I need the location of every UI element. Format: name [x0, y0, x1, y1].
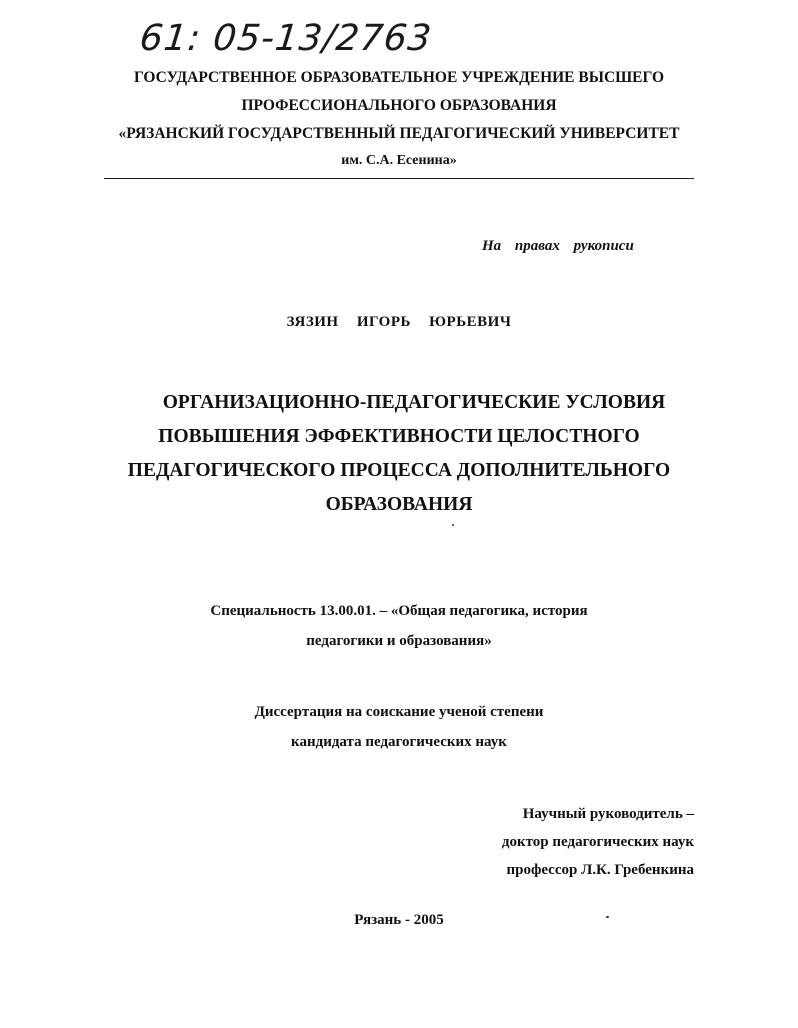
specialty-line-1: Специальность 13.00.01. – «Общая педагогика, история [210, 603, 588, 619]
title-line-2: ПОВЫШЕНИЯ ЭФФЕКТИВНОСТИ ЦЕЛОСТНОГО [158, 426, 640, 447]
title-line-1: ОРГАНИЗАЦИОННО-ПЕДАГОГИЧЕСКИЕ УСЛОВИЯ [162, 392, 666, 413]
header-line-1: ГОСУДАРСТВЕННОЕ ОБРАЗОВАТЕЛЬНОЕ УЧРЕЖДЕНИЕ ВЫСШЕГО [133, 69, 665, 86]
advisor-line-3: профессор Л.К. Гребенкина [506, 862, 694, 878]
header-line-4: им. С.А. Есенина» [341, 153, 457, 168]
city-year: Рязань - 2005 [354, 912, 444, 928]
title-line-4: ОБРАЗОВАНИЯ [325, 494, 473, 515]
advisor-line-2: доктор педагогических наук [501, 834, 694, 850]
specialty-block [0, 596, 798, 656]
dissertation-degree-block [0, 697, 798, 757]
manuscript-note: На правах рукописи [482, 238, 634, 254]
institution-header [0, 64, 798, 174]
dissertation-line-2: кандидата педагогических наук [291, 734, 507, 750]
scan-speck [452, 524, 454, 526]
header-line-3: «РЯЗАНСКИЙ ГОСУДАРСТВЕННЫЙ ПЕДАГОГИЧЕСКИЙ УНИВЕРСИТЕТ [118, 125, 680, 142]
handwritten-archive-code: 61: 05-13/2763 [137, 18, 434, 59]
scan-speck [606, 916, 609, 918]
advisor-block [502, 800, 694, 884]
advisor-line-1: Научный руководитель – [522, 806, 694, 822]
dissertation-title [0, 386, 798, 522]
header-line-2: ПРОФЕССИОНАЛЬНОГО ОБРАЗОВАНИЯ [241, 97, 557, 114]
author-name: ЗЯЗИН ИГОРЬ ЮРЬЕВИЧ [286, 314, 512, 330]
specialty-line-2: педагогики и образования» [306, 633, 492, 649]
title-line-3: ПЕДАГОГИЧЕСКОГО ПРОЦЕССА ДОПОЛНИТЕЛЬНОГО [127, 460, 671, 481]
dissertation-line-1: Диссертация на соискание ученой степени [254, 704, 544, 720]
header-divider [104, 178, 694, 179]
